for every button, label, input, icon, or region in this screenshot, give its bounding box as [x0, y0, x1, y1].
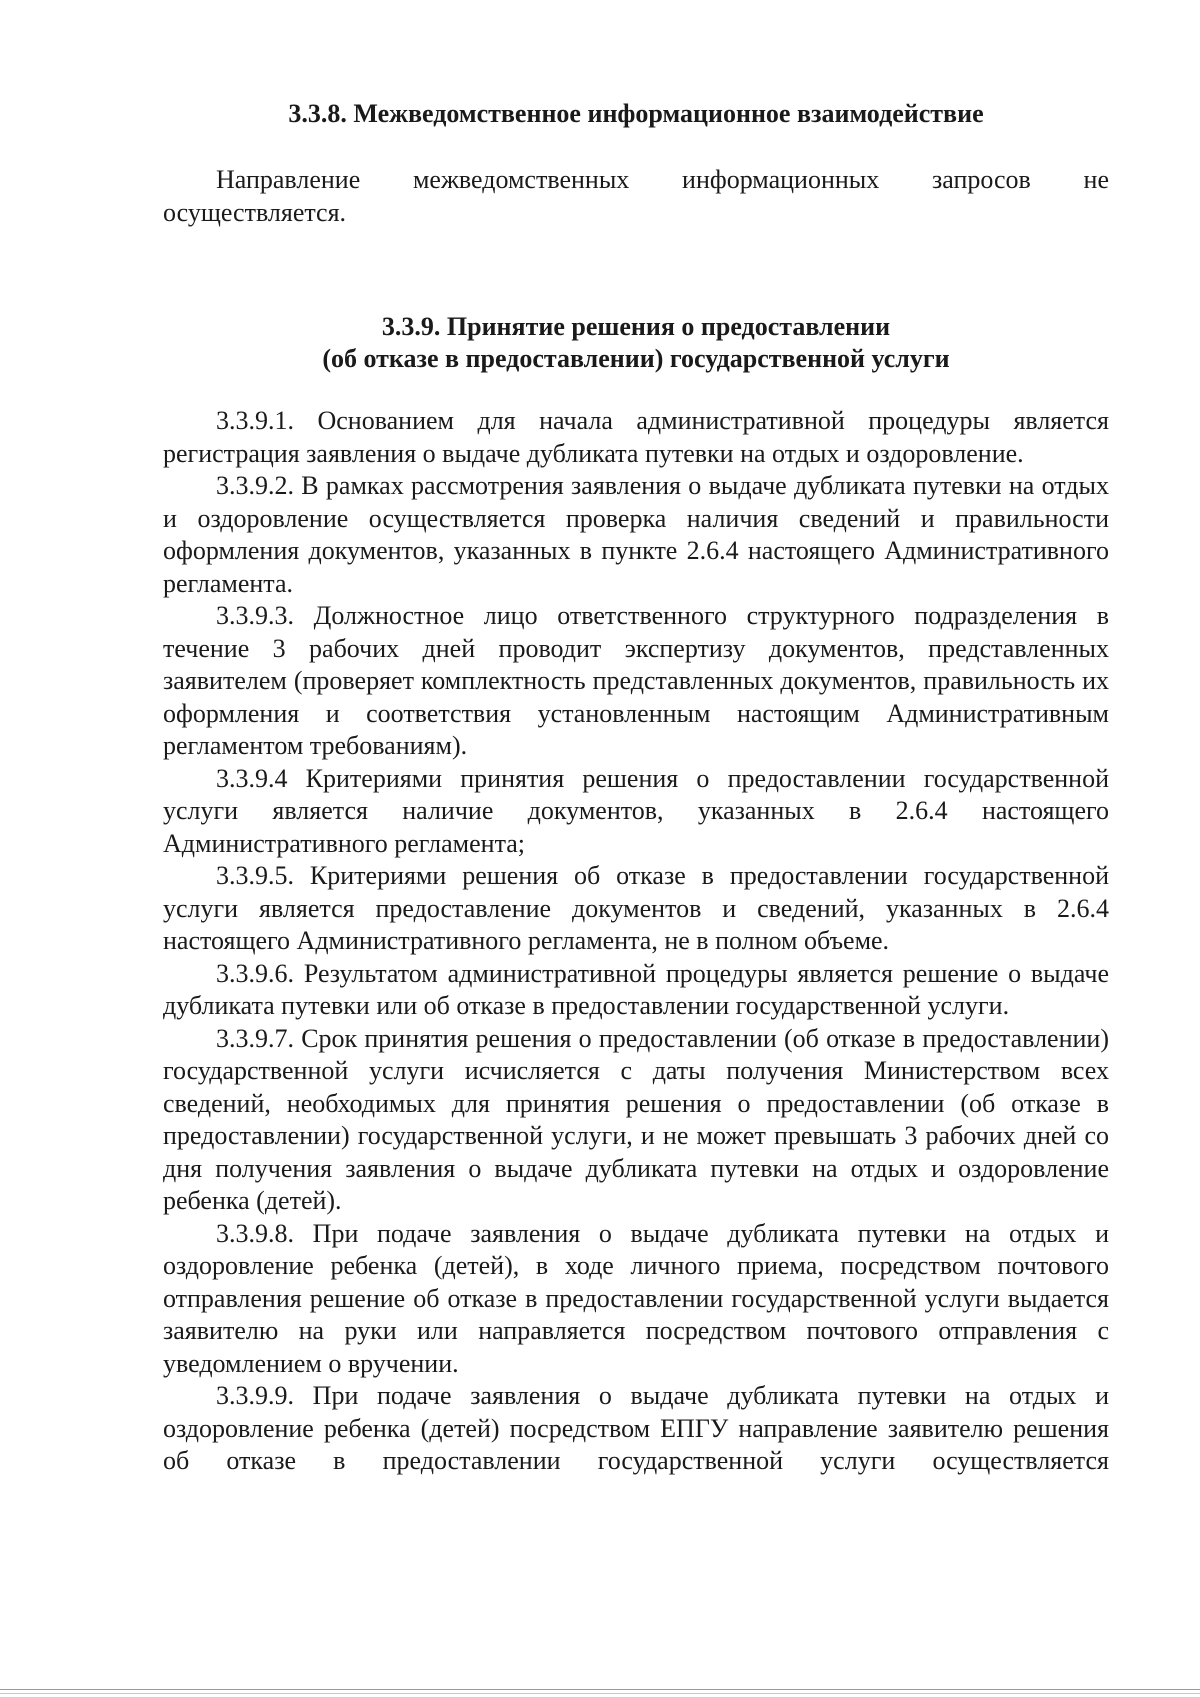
paragraph-3398: 3.3.9.8. При подаче заявления о выдаче дубликата путевки на отдых и оздоровление ребенка (детей), в ходе личного приема, посредством почтового отправления решение об отказе в предоставлении государственной услуги выдается заявителю на руки или направляется посредством почтового отправления с уведомлением о вручении. — [163, 1218, 1109, 1378]
section-338-title: 3.3.8. Межведомственное информационное взаимодействие — [288, 99, 984, 128]
paragraph-3396: 3.3.9.6. Результатом административной процедуры является решение о выдаче дубликата путевки или об отказе в предоставлении государственной услуги. — [163, 958, 1109, 1020]
section-339-title — [163, 311, 1109, 375]
paragraph-3394: 3.3.9.4 Критериями принятия решения о предоставлении государственной услуги является наличие документов, указанных в 2.6.4 настоящего Административного регламента; — [163, 763, 1109, 858]
paragraph-3393: 3.3.9.3. Должностное лицо ответственного структурного подразделения в течение 3 рабочих дней проводит экспертизу документов, представленных заявителем (проверяет комплектность представленных документов, правильность их оформления и соответствия установленным настоящим Административным регламентом требованиям). — [163, 601, 1109, 760]
scan-edge-line — [0, 1689, 1200, 1690]
paragraph-3392: 3.3.9.2. В рамках рассмотрения заявления о выдаче дубликата путевки на отдых и оздоровление осуществляется проверка наличия сведений и правильности оформления документов, указанных в пункте 2.6.4 настоящего Административного регламента. — [163, 471, 1109, 598]
paragraph-3399: 3.3.9.9. При подаче заявления о выдаче дубликата путевки на отдых и оздоровление ребенка (детей) посредством ЕПГУ направление заявителю решения об отказе в предоставлении государственной услуги осуществляется — [163, 1381, 1109, 1475]
paragraph-3395: 3.3.9.5. Критериями решения об отказе в предоставлении государственной услуги является предоставление документов и сведений, указанных в 2.6.4 настоящего Административного регламента, не в полном объеме. — [163, 861, 1109, 955]
paragraph-3397: 3.3.9.7. Срок принятия решения о предоставлении (об отказе в предоставлении) государственной услуги исчисляется с даты получения Министерством всех сведений, необходимых для принятия решения о предоставлении (об отказе в предоставлении) государственной услуги, и не может превышать 3 рабочих дней со дня получения заявления о выдаче дубликата путевки на отдых и оздоровление ребенка (детей). — [163, 1023, 1109, 1215]
section-338-text: Направление межведомственных информационных запросов не осуществляется. — [163, 165, 1109, 227]
section-339-title-line2: (об отказе в предоставлении) государственной услуги — [322, 344, 950, 373]
paragraph-3391: 3.3.9.1. Основанием для начала административной процедуры является регистрация заявления о выдаче дубликата путевки на отдых и оздоровление. — [163, 406, 1109, 468]
scan-edge-line-secondary — [0, 1693, 1200, 1694]
page-content — [163, 98, 1109, 1478]
section-339-title-line1: 3.3.9. Принятие решения о предоставлении — [381, 312, 891, 341]
